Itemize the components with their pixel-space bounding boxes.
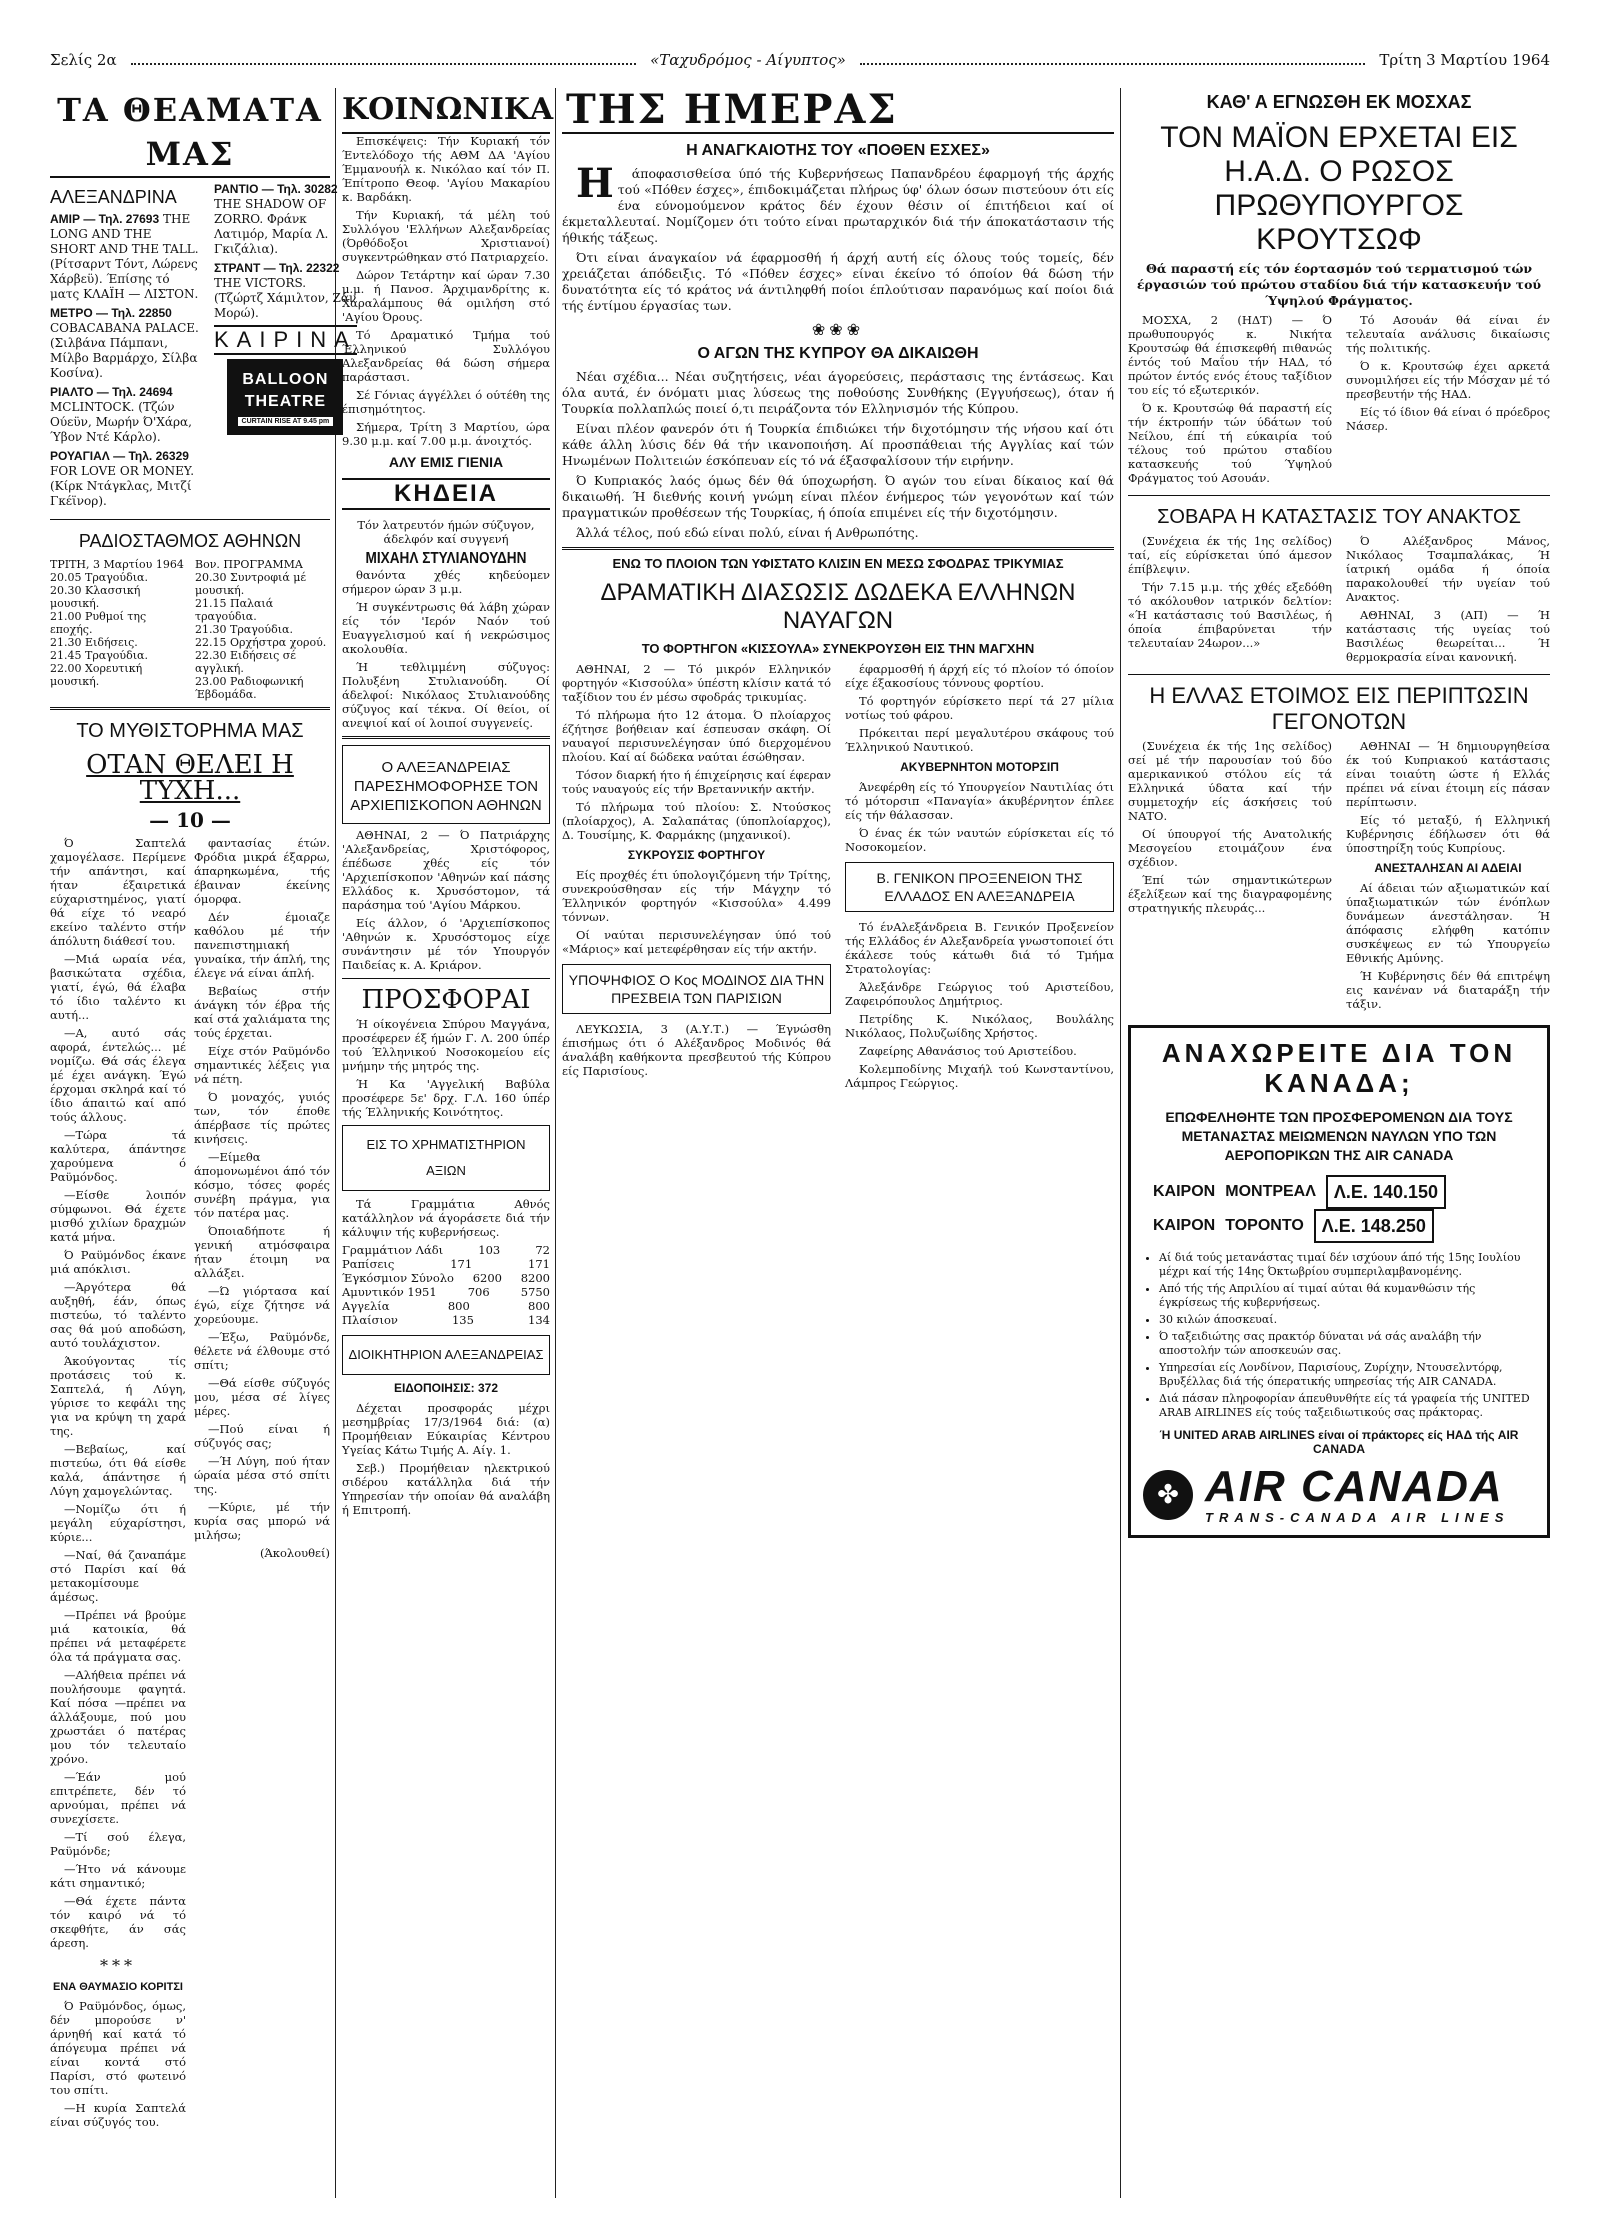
stock-row: Αμυντικόν 1951 706 5750 bbox=[342, 1285, 550, 1299]
ship-paragraph: Είς προχθές έτι ύπολογιζόμενη τήν Τρίτης, συνεκρούσθησαν είς τήν Μάγχην τό Έλληνικόν φορτηγόν «Κισσούλα» 4.499 τόννων. bbox=[562, 868, 831, 924]
maple-leaf-icon: ✤ bbox=[1143, 1470, 1193, 1520]
moscow-kicker: ΚΑΘ' Α ΕΓΝΩΣΘΗ ΕΚ ΜΟΣΧΑΣ bbox=[1206, 92, 1472, 112]
king-paragraph: Ό Αλέξανδρος Μάνος, Νικόλαος Τσαμπαλάκας, Ή ίατρική ομάδα ή όποία παρακολουθεί τήν υγείαν τού Ανακτος. bbox=[1346, 534, 1550, 604]
social-item: Επισκέψεις: Τήν Κυριακή τόν Έντελόδοχο τής ΑΘΜ ΔΑ 'Αγίου Έμμανουήλ κ. Νικόλαο καί τόν Π. Έπίτροπο Θεοφ. 'Αγίου Μακαρίου κ. Βαρδάκη. bbox=[342, 134, 550, 204]
radio-line: 23.00 Ραδιοφωνική Έβδομάδα. bbox=[195, 675, 304, 701]
novel-part-number: — 10 — bbox=[149, 808, 231, 832]
king-story bbox=[1128, 534, 1550, 668]
novel-paragraph: —Μιά ωραία νέα, βασικώτατα σχέδια, γιατί, έγώ, θά έλαβα τό ίδιο ταλέντο κι αυτή... bbox=[50, 952, 186, 1022]
consulate-paragraph: Τό ένΑλεξάνδρεια Β. Γενικόν Προξενείον τής Ελλάδος έν Αλεξανδρεία γνωστοποιεί ότι έκάλεσε τούς κάτωθι διά τό Τμήμα Στρατολογίας: bbox=[845, 920, 1114, 976]
consulate-paragraph: Άλεξάνδρε Γεώργιος τού Αριστείδου, Ζαφειρόπουλος Δημήτριος. bbox=[845, 980, 1114, 1008]
funeral-text: Ή τεθλιμμένη σύζυγος: Πολυξένη Στυλιανούδη. Οί άδελφοί: Νικόλαος Στυλιανούδης σύζυγος καί τέκνα. Οί θείοι, οί ανεψιοί καί οί λοιποί συγγενείς. bbox=[342, 660, 550, 730]
balloon-theatre-ad bbox=[227, 359, 343, 435]
leave-paragraph: Ή Κυβέρνησις δέν θά επιτρέψη εις κανέναν νά διαταράξη τήν τάξιν. bbox=[1346, 969, 1550, 1011]
city-heading: ΑΛΕΞΑΝΔΡΙΝΑ bbox=[50, 187, 177, 207]
issue-date: Τρίτη 3 Μαρτίου 1964 bbox=[1379, 51, 1551, 69]
stock-row: Αγγελία 800 800 bbox=[342, 1299, 550, 1313]
novel-paragraph: —Ώ γιόρτασα καί έγώ, είχε ζήτησε νά χορεύουμε. bbox=[194, 1284, 330, 1326]
ship-story bbox=[562, 662, 1114, 1094]
ad-footer: Ή UNITED ARAB AIRLINES είναι οί πράκτορες είς ΗΑΔ τής AIR CANADA bbox=[1159, 1428, 1519, 1456]
ship-kicker: ΕΝΩ ΤΟ ΠΛΟΙΟΝ ΤΩΝ ΥΦΙΣΤΑΤΟ ΚΛΙΣΙΝ ΕΝ ΜΕΣΩ ΣΦΟΔΡΑΣ ΤΡΙΚΥΜΙΑΣ bbox=[612, 556, 1064, 571]
social-item: Τό Δραματικό Τμήμα τού Έλληνικού Συλλόγου Αλεξανδρείας θά δώση σήμερα παράστασι. bbox=[342, 328, 550, 384]
novel-paragraph: Βεβαίως στήν άνάγκη τόν έβρα τής καί στά χαλιάματα της τούς έρχεται. bbox=[194, 984, 330, 1040]
greece-paragraph: ΑΘΗΝΑΙ — Ή δημιουργηθείσα έκ τού Κυπριακού κατάστασις είναι τοιαύτη ώστε ή Ελλάς πρέπει νά είναι έτοιμη είς πάσαν περίπτωσιν. bbox=[1346, 739, 1550, 809]
moscow-paragraph: Είς τό ίδιον θά είναι ό πρόεδρος Νάσερ. bbox=[1346, 405, 1551, 433]
cinema-listing: ΡΙΑΛΤΟ — Τηλ. 24694 MCLINTOCK. (Τζών Ούεϋν, Μωρήν Ό'Χάρα, Ύβον Ντέ Κάρλο). bbox=[50, 385, 192, 444]
column-divider bbox=[555, 88, 556, 2198]
greece-paragraph: Είς τό μεταξύ, ή Ελληνική Κυβέρνησις έδήλωσεν ότι θά ύποστηρίξη τούς Κυπρίους. bbox=[1346, 813, 1550, 855]
funeral-text: Ή συγκέντρωσις θά λάβη χώραν είς τόν 'Ιερόν Ναόν τού Ευαγγελισμού καί ή νεκρώσιμος ακολουθία. bbox=[342, 600, 550, 656]
novel-paragraph: —Ναί, θά ζαναπάμε στό Παρίσι καί θά μετακομίσουμε άμέσως. bbox=[50, 1548, 186, 1604]
novel-paragraph: Ό μοναχός, γυιός των, τόν έποθε άπέρβασε τίς πρώτες κινήσεις. bbox=[194, 1090, 330, 1146]
greece-paragraph: Έπί τών σημαντικώτερων έξελίξεων καί της διαγραφομένης στρατηγικής πλευράς... bbox=[1128, 873, 1332, 915]
social-item: Σέ Γόνιας άγγέλλει ό ούτέθη της έπισημότητος. bbox=[342, 388, 550, 416]
moscow-story bbox=[1128, 313, 1550, 489]
novel-paragraph: Ό Σαπτελά χαμογέλασε. Περίμενε τήν απάντησι, καί ήταν έξαιρετικά εύχαριστημένος, γιατί θά είχε τό νεαρό εκείνο ταλέντο στήν άπόλυτη διάθεσί του. bbox=[50, 836, 186, 948]
newspaper-page bbox=[50, 40, 1550, 2200]
funeral-intro: Τόν λατρευτόν ήμών σύζυγον, άδελφόν καί συγγενή bbox=[357, 518, 535, 546]
radio-line: 21.00 Ρυθμοί της εποχής. bbox=[50, 610, 147, 636]
dotted-rule bbox=[131, 55, 637, 65]
radio-line: 20.05 Τραγούδια. bbox=[50, 571, 148, 584]
cyprus-paragraph: Άλλά τέλος, πού εδώ είναι πολύ, είναι ή Ανθρωπότης. bbox=[576, 525, 919, 540]
radio-line: 22.00 Χορευτική μουσική. bbox=[50, 662, 143, 688]
ad-condition: • 30 κιλών άποσκευαί. bbox=[1159, 1313, 1535, 1327]
ad-condition: • Αί διά τούς μετανάστας τιμαί δέν ισχύουν άπό τής 15ης Ιουλίου μέχρι καί τής 14ης Όκτωβρίου συμπεριλαμβανομένης. bbox=[1159, 1251, 1535, 1279]
greece-paragraph: Οί ύπουργοί τής Ανατολικής Μεσογείου ετοιμάζουν ένα σχέδιον. bbox=[1128, 827, 1332, 869]
moscow-paragraph: ΜΟΣΧΑ, 2 (ΗΔΤ) — Ό πρωθυπουργός κ. Νικήτα Κρουτσώφ θά έπισκεφθή πιθανώς έντός τού Μαΐου τήν ΗΑΔ, τό πρώτον έντός ενός έτους ταξίδιον του είς τό εξωτερικόν. bbox=[1128, 313, 1332, 397]
route-row bbox=[1153, 1209, 1535, 1243]
running-header bbox=[50, 40, 1550, 80]
novel-paragraph: —Κύριε, μέ τήν κυρία σας μπορώ νά μιλήσω; bbox=[194, 1500, 330, 1542]
stock-headline: ΕΙΣ ΤΟ ΧΡΗΜΑΤΙΣΤΗΡΙΟΝ ΑΞΙΩΝ bbox=[366, 1137, 526, 1178]
editorial-paragraph: Ηάποφασισθείσα ύπό τής Κυβερνήσεως Παπανδρέου έφαρμογή τής άρχής τού «Πόθεν έσχες», έπιδοκιμάζεται πλήρως ύφ' όλων όσων πιστεύουν ότι είς ένα εύνομούμενον κράτος δέν έχουν θέσιν οί έπιτήδειοι καί οί έκμεταλλευταί. Νομίζομεν ότι τούτο είναι πρωταρχικόν διά τήν άποκατάστασιν τής ήθικής τάξεως. bbox=[562, 160, 1114, 245]
route-origin: ΚΑΙΡΟΝ bbox=[1153, 1217, 1216, 1234]
patriarch-headline: Ο ΑΛΕΞΑΝΔΡΕΙΑΣ ΠΑΡΕΣΗΜΟΦΟΡΗΣΕ ΤΟΝ ΑΡΧΙΕΠΙΣΚΟΠΟΝ ΑΘΗΝΩΝ bbox=[350, 759, 542, 814]
radio-line: 22.15 Ορχήστρα χορού. bbox=[195, 636, 327, 649]
novel-paragraph: Είχε στόν Ραϋμόνδο σημαντικές λέξεις για νά πέτη. bbox=[194, 1044, 330, 1086]
social-item: Σήμερα, Τρίτη 3 Μαρτίου, ώρα 9.30 μ.μ. καί 7.00 μ.μ. άνοιχτός. bbox=[342, 420, 550, 448]
modinos-paragraph: ΛΕΥΚΩΣΙΑ, 3 (Α.Υ.Τ.) — Έγνώσθη έπισήμως ότι ό Αλέξανδρος Μοδινός θά άναλάβη καθήκοντα πρεσβευτού τής Κύπρου είς Παρισίους. bbox=[562, 1022, 831, 1078]
cinema-listing: ΣΤΡΑΝΤ — Τηλ. 22322 THE VICTORS. (Τζώρτζ Χάμιλτον, Ζάν Μορώ). bbox=[214, 261, 357, 320]
radio-line: 21.15 Παλαιά τραγούδια. bbox=[195, 597, 274, 623]
novel-title: ΟΤΑΝ ΘΕΛΕΙ Η ΤΥΧΗ... bbox=[86, 750, 294, 806]
route-row bbox=[1153, 1175, 1535, 1209]
section-stars: ❀❀❀ bbox=[811, 320, 865, 339]
column-social bbox=[342, 88, 554, 2198]
novel-paragraph: —Πρέπει νά βρούμε μιά κατοικία, θά πρέπει νά μεταφέρετε όλα τά πράγματα σας. bbox=[50, 1608, 186, 1664]
court-headline: ΔΙΟΙΚΗΤΗΡΙΟΝ ΑΛΕΞΑΝΔΡΕΙΑΣ bbox=[348, 1347, 544, 1362]
king-paragraph: Τήν 7.15 μ.μ. τής χθές εξεδόθη τό ακόλουθον ιατρικόν δελτίον: «Ή κατάστασις τού Βασιλέως, ή όποία έπιβαρύνεται τήν τελευταίαν 24ωρον...» bbox=[1128, 580, 1332, 650]
route-price: Λ.Ε. 140.150 bbox=[1326, 1175, 1446, 1209]
leave-subhead: ΑΝΕΣΤΑΛΗΣΑΝ ΑΙ ΑΔΕΙΑΙ bbox=[1374, 861, 1522, 875]
stock-table bbox=[342, 1243, 550, 1327]
consulate-paragraph: Ζαφείρης Αθανάσιος τού Αριστείδου. bbox=[859, 1044, 1077, 1058]
novel-paragraph: —Τώρα τά καλύτερα, άπάντησε χαρούμενα ό Ραϋμόνδος. bbox=[50, 1128, 186, 1184]
funeral-heading: ΚΗΔΕΙΑ bbox=[342, 478, 550, 510]
modinos-headline-box bbox=[562, 964, 831, 1014]
ship-subheadline: ΤΟ ΦΟΡΤΗΓΟΝ «ΚΙΣΣΟΥΛΑ» ΣΥΝΕΚΡΟΥΣΘΗ ΕΙΣ ΤΗΝ ΜΑΓΧΗΝ bbox=[641, 641, 1035, 656]
novel-paragraph: Ό Ραϋμόνδος έκανε μιά απόκλισι. bbox=[50, 1248, 186, 1276]
radio-line: 21.45 Τραγούδια. bbox=[50, 649, 148, 662]
patriarch-headline-box bbox=[342, 745, 550, 824]
novel-paragraph: —Ή Λύγη, πού ήταν ώραία μέσα στό σπίτι της. bbox=[194, 1454, 330, 1496]
novel-paragraph: —Αλήθεια πρέπει νά πουλήσουμε φαγητά. Καί πόσα —πρέπει να άλλάξουμε, πού μου χρωστάει ό πατέρας μου τόν τελευταίο χρόνο. bbox=[50, 1668, 186, 1766]
ship-paragraph: έφαρμοσθή ή άρχή είς τό πλοίον τό όποίον είχε έξακοσίους τόννους φορτίου. bbox=[845, 662, 1114, 690]
school-notice: ΑΛΥ ΕΜΙΣ ΓΙΕΝΙΑ bbox=[388, 454, 504, 470]
route-destination: ΤΟΡΟΝΤΟ bbox=[1225, 1217, 1304, 1234]
king-headline: ΣΟΒΑΡΑ Η ΚΑΤΑΣΤΑΣΙΣ ΤΟΥ ΑΝΑΚΤΟΣ bbox=[1157, 506, 1521, 528]
novel-paragraph: —Έξω, Ραϋμόνδε, θέλετε νά έλθουμε στό σπίτι; bbox=[194, 1330, 330, 1372]
social-item: Τήν Κυριακή, τά μέλη τού Συλλόγου 'Ελλήνων Αλεξανδρείας (Όρθόδοξοι Χριστιανοί) συγκεντρώθηκαν στό Πατριαρχείο. bbox=[342, 208, 550, 264]
ad-condition: • Από τής τής Απριλίου αί τιμαί αύται θά κυμανθώσιν τής έγκρίσεως τής κυβερνήσεως. bbox=[1159, 1282, 1535, 1310]
novel-paragraph: —Η κυρία Σαπτελά είναι σύζυγός του. bbox=[50, 2101, 186, 2129]
column-entertainment bbox=[50, 88, 357, 2198]
cinema-listing: ΡΑΝΤΙΟ — Τηλ. 30282 THE SHADOW OF ZORRO. Φράνκ Λατιμόρ, Μαρία Λ. Γκιζάλια). bbox=[214, 182, 338, 256]
moscow-paragraph: Ό κ. Κρουτσώφ θά παραστή είς τήν έκτροπήν τών ύδάτων τού Νείλου, έπί τή εύκαιρία τού τέλους τού πρώτου σταδίου κατασκευής τού Ύψηλού Φράγματος τού Ασουάν. bbox=[1128, 401, 1332, 485]
paper-name: «Ταχυδρόμος - Αίγυπτος» bbox=[650, 51, 846, 69]
consulate-headline: Β. ΓΕΝΙΚΟΝ ΠΡΟΞΕΝΕΙΟΝ ΤΗΣ ΕΛΛΑΔΟΣ ΕΝ ΑΛΕΞΑΝΔΡΕΙΑ bbox=[876, 870, 1083, 904]
novel-paragraph: Ό Ραϋμόνδος, όμως, δέν μπορούσε ν' άρνηθή καί κατά τό άπόγευμα πρέπει νά είναι κοντά στό Παρίσι, στό φωτεινό του σπίτι. bbox=[50, 1999, 186, 2097]
cinema-listing: ΡΟΥΑΓΙΑΛ — Τηλ. 26329 FOR LOVE OR MONEY. (Κίρκ Ντάγκλας, Μιτζί Γκέϊνορ). bbox=[50, 449, 195, 508]
stock-headline-box bbox=[342, 1125, 550, 1191]
section-title-theaters: ΤΑ ΘΕΑΜΑΤΑ ΜΑΣ bbox=[50, 88, 330, 178]
air-canada-ad bbox=[1128, 1025, 1550, 1538]
radio-line: ΤΡΙΤΗ, 3 Μαρτίου 1964 bbox=[50, 558, 184, 571]
social-item: Δώρον Τετάρτην καί ώραν 7.30 μ.μ. ή Πανοσ. Άρχιμανδρίτης κ. Χαραλάμπους θά ομιλήση στό 'Αγίου Όρους. bbox=[342, 268, 550, 324]
ad-offer: ΕΠΩΦΕΛΗΘΗΤΕ ΤΩΝ ΠΡΟΣΦΕΡΟΜΕΝΩΝ ΔΙΑ ΤΟΥΣ ΜΕΤΑΝΑΣΤΑΣ ΜΕΙΩΜΕΝΩΝ ΝΑΥΛΩΝ ΥΠΟ ΤΩΝ ΑΕΡΟΠΟΡΙΚΩΝ ΤΗΣ AIR CANADA bbox=[1165, 1109, 1513, 1163]
ship-paragraph: Οί ναύται περισυνελέγησαν ύπό τού «Μάριος» καί μετεφέρθησαν είς τήν ακτήν. bbox=[562, 928, 831, 956]
motorship-subhead: ΑΚΥΒΕΡΝΗΤΟΝ ΜΟΤΟΡΣΙΠ bbox=[900, 760, 1059, 774]
stock-row: Ραπίσεις 171 171 bbox=[342, 1257, 550, 1271]
funeral-text: θανόντα χθές κηδεύομεν σήμερον ώραν 3 μ.μ. bbox=[342, 568, 550, 596]
radio-line: 21.30 Τραγούδια. bbox=[195, 623, 293, 636]
stock-row: Πλαίσιον 135 134 bbox=[342, 1313, 550, 1327]
deceased-name: ΜΙΧΑΗΛ ΣΤΥΛΙΑΝΟΥΔΗΝ bbox=[365, 550, 527, 567]
brand-tagline: TRANS-CANADA AIR LINES bbox=[1205, 1510, 1510, 1525]
novel-body bbox=[50, 836, 330, 2133]
moscow-deck: Θά παραστή είς τόν έορτασμόν τού τερματισμού τών έργασιών τού πρώτου σταδίου διά τήν κατασκευήν τού Ύψηλού Φράγματος. bbox=[1136, 261, 1542, 308]
radio-line: Βον. ΠΡΟΓΡΑΜΜΑ bbox=[195, 558, 303, 571]
kairina-heading: ΚΑΙΡΙΝΑ bbox=[214, 325, 357, 355]
patriarch-text: Είς άλλον, ό 'Αρχιεπίσκοπος 'Αθηνών κ. Χρυσόστομος είχε συνάντησιν μέ τόν Υπουργόν Παιδείας κ. Α. Κριάρον. bbox=[342, 916, 550, 972]
cyprus-paragraph: Είναι πλέον φανερόν ότι ή Τουρκία έπιδιώκει τήν διχοτόμησιν τής νήσου καί ότι κάθε άλλη λύσις δέν θά τήν ικανοποιήση. Αί προσπάθειαι τής Αγγλίας καί τών Ηνωμένων Πολιτειών έσκόπευαν είς τό νά έξασφαλίσουν τήν ειρήνην. bbox=[562, 421, 1114, 468]
offerings-heading: ΠΡΟΣΦΟΡΑΙ bbox=[361, 985, 531, 1015]
cinema-listing: ΜΕΤΡΟ — Τηλ. 22850 COBACABANA PALACE. (Σιλβάνα Πάμπανι, Μίλβο Βαρμάρχο, Σίλβα Κοσίνα). bbox=[50, 306, 199, 380]
novel-paragraph: —Θά έχετε πάντα τόν καιρό νά τό σκεφθήτε, άν σάς άρεση. bbox=[50, 1894, 186, 1950]
moscow-paragraph: Τό Ασουάν θά είναι έν τελευταία ανάλυσις δικαίωσις τής πολιτικής. bbox=[1346, 313, 1550, 355]
novel-paragraph: —Βεβαίως, καί πιστεύω, ότι θά είσθε καλά, άπάντησε ή Λύγη χαμογελώντας. bbox=[50, 1442, 186, 1498]
greece-paragraph: (Συνέχεια έκ τής 1ης σελίδος) σεί μέ τήν παρουσίαν τού δύο αμερικανικού στόλου είς τά Ελληνικά ύδατα καί τήν συμμετοχήν είς άσκήσεις τού ΝΑΤΟ. bbox=[1128, 739, 1332, 823]
motorship-paragraph: Άνεφέρθη είς τό Υπουργείον Ναυτιλίας ότι τό μότορσιπ «Παναγία» άκυβέρνητον έπλεε είς τήν θάλασσαν. bbox=[845, 780, 1114, 822]
cyprus-headline: Ο ΑΓΩΝ ΤΗΣ ΚΥΠΡΟΥ ΘΑ ΔΙΚΑΙΩΘΗ bbox=[697, 345, 979, 362]
ad-headline: ΑΝΑΧΩΡΕΙΤΕ ΔΙΑ ΤΟΝ ΚΑΝΑΔΑ; bbox=[1161, 1038, 1517, 1098]
ship-paragraph: Τόσον διαρκή ήτο ή έπιχείρησις καί έφεραν τούς ναυαγούς είς τήν Βρεταννικήν ακτήν. bbox=[562, 768, 831, 796]
ship-collision-subhead: ΣΥΚΡΟΥΣΙΣ ΦΟΡΤΗΓΟΥ bbox=[627, 848, 766, 862]
ship-paragraph: Τό πλήρωμα ήτο 12 άτομα. Ό πλοίαρχος έζήτησε βοήθειαν καί έσπευσαν σκάφη. Οί ναυαγοί περισυνελέγησαν ύπό διερχομένου πλοίου. Καί αί δώδεκα ναύται έσώθησαν. bbox=[562, 708, 831, 764]
novel-paragraph: —Ήτο νά κάνουμε κάτι σημαντικό; bbox=[50, 1862, 186, 1890]
ad-condition: • Ό ταξειδιώτης σας πρακτόρ δύναται νά σάς αναλάβη τήν αποστολήν τών αποσκευών σας. bbox=[1159, 1330, 1535, 1358]
court-notice-number: ΕΙΔΟΠΟΙΗΣΙΣ: 372 bbox=[393, 1381, 499, 1395]
motorship-paragraph: Ό ένας έκ τών ναυτών εύρίσκεται είς τό Νοσοκομείον. bbox=[845, 826, 1114, 854]
offering-item: Ή οίκογένεια Σπύρου Μαγγάνα, προσέφερεν έξ ήμών Γ. Λ. 200 ύπέρ τού Έλληνικού Νοσοκομείου είς μνήμην τής μητρός της. bbox=[342, 1017, 550, 1073]
novel-paragraph: —Είμεθα άπομονωμένοι άπό τόν κόσμο, τόσες φορές συνέβη πράγμα, για τόν πατέρα μας. bbox=[194, 1150, 330, 1220]
moscow-paragraph: Ό κ. Κρουτσώφ έχει αρκετά συνομιλήσει είς τήν Μόσχαν μέ τό πρεσβευτήν τής ΗΑΔ. bbox=[1346, 359, 1550, 401]
ship-paragraph: ΑΘΗΝΑΙ, 2 — Τό μικρόν Ελληνικόν φορτηγόν «Κισσούλα» ύπέστη κλίσιν κατά τό ταξίδιον του έν μέσω σφοδράς τρικυμίας. bbox=[562, 662, 831, 704]
radio-line: 21.30 Ειδήσεις. bbox=[50, 636, 138, 649]
route-origin: ΚΑΙΡΟΝ bbox=[1153, 1183, 1216, 1200]
novel-paragraph: —Α, αυτό σάς αφορά, έντελώς... μέ νομίζω. Θά σάς έλεγα μέ έχει ανάγκη. Έγώ έρχομαι σκληρά καί τό ίδιο άπαιτώ καί από τούς άλλους. bbox=[50, 1026, 186, 1124]
ad-conditions bbox=[1143, 1251, 1535, 1420]
ship-paragraph: Πρόκειται περί μεγαλυτέρου σκάφους τού Έλληνικού Ναυτικού. bbox=[845, 726, 1114, 754]
ship-paragraph: Τό πλήρωμα τού πλοίου: Σ. Ντούσκος (πλοίαρχος), Α. Σαλαπάτας (ύποπλοίαρχος), Δ. Τουσίμης, Κ. Φαρμάκης (μηχανικοί). bbox=[562, 800, 831, 842]
column-divider bbox=[1120, 88, 1121, 2198]
king-paragraph: (Συνέχεια έκ τής 1ης σελίδος) ταί, είς εύρίσκεται ύπό άμεσον έπίβλεψιν. bbox=[1128, 534, 1332, 576]
column-world-news bbox=[1128, 88, 1550, 2198]
court-text: Δέχεται προσφοράς μέχρι μεσημβρίας 17/3/1964 διά: (α) Προμήθειαν Εύκαιρίας Κέντρου Υγείας Κάτω Τιμής Α. Αίγ. 1. bbox=[342, 1401, 550, 1457]
greece-headline: Η ΕΛΛΑΣ ΕΤΟΙΜΟΣ ΕΙΣ ΠΕΡΙΠΤΩΣΙΝ ΓΕΓΟΝΟΤΩΝ bbox=[1149, 683, 1529, 734]
modinos-headline: ΥΠΟΨΗΦΙΟΣ Ο Κος ΜΟΔΙΝΟΣ ΔΙΑ ΤΗΝ ΠΡΕΣΒΕΙΑ ΤΩΝ ΠΑΡΙΣΙΩΝ bbox=[568, 972, 825, 1006]
stock-row: Γραμμάτιον Λάδι 103 72 bbox=[342, 1243, 550, 1257]
cyprus-paragraph: Ό Κυπριακός λαός όμως δέν θά ύποχωρήση. Ό αγών του είναι δίκαιος καί θά δικαιωθή. Ή διεθνής κοινή γνώμη είναι πλέον ένήμερος τών γεγονότων καί τών πραγματικών προθέσεων τής Τουρκίας, ή όποία επιμένει είς τήν διχοτόμησιν. bbox=[562, 473, 1114, 520]
stock-row: Έγκόσμιον Σύνολο 6200 8200 bbox=[342, 1271, 550, 1285]
offering-item: Ή Κα 'Αγγελική Βαβύλα προσέφερε 5ε' δρχ. Γ.Λ. 160 ύπέρ τής Έλληνικής Κοινότητος. bbox=[342, 1077, 550, 1119]
novel-paragraph: —Άργότερα θά αυξηθή, έάν, όπως πιστεύω, τό ταλέντο σας θά μού αποδώση, αυτό τουλάχιστον. bbox=[50, 1280, 186, 1350]
greece-story bbox=[1128, 739, 1550, 1015]
stock-intro: Τά Γραμμάτια Αθνός κατάλληλον νά άγοράσετε διά τήν κάλυψιν τής κυβερνήσεως. bbox=[342, 1197, 550, 1239]
cinema-listing: ΑΜΙΡ — Τηλ. 27693 THE LONG AND THE SHORT AND THE TALL. (Ρίτσαρντ Τόντ, Λώρενς Χάρβεϋ). Έπίσης τό ματς ΚΛΑΪΗ — ΛΙΣΤΟΝ. bbox=[50, 212, 199, 301]
ship-headline: ΔΡΑΜΑΤΙΚΗ ΔΙΑΣΩΣΙΣ ΔΩΔΕΚΑ ΕΛΛΗΝΩΝ ΝΑΥΑΓΩΝ bbox=[600, 579, 1076, 634]
novel-section-title: ΤΟ ΜΥΘΙΣΤΟΡΗΜΑ ΜΑΣ bbox=[76, 720, 304, 742]
king-paragraph: ΑΘΗΝΑΙ, 3 (ΑΠ) — Ή κατάστασις τής υγείας τού Βασιλέως θεωρείται... Ή θερμοκρασία είναι κανονική. bbox=[1346, 608, 1550, 664]
novel-paragraph: —Νομίζω ότι ή μεγάλη εύχαρίστησι, κύριε... bbox=[50, 1502, 186, 1544]
ad-condition: • Διά πάσαν πληροφορίαν άπευθυνθήτε είς τά γραφεία τής UNITED ARAB AIRLINES είς τούς ταξειδιωτικούς σας πράκτορας. bbox=[1159, 1392, 1535, 1420]
column-day-news bbox=[562, 88, 1114, 2198]
section-stars: *** bbox=[100, 1956, 136, 1975]
novel-paragraph: —Θά είσθε σύζυγός μου, μέσα σέ λίγες μέρες. bbox=[194, 1376, 330, 1418]
leave-paragraph: Αί άδειαι τών αξιωματικών καί ύπαξιωματικών τών ένόπλων δυνάμεων άνεστάλησαν. Ή άπόφασις ελήφθη κατόπιν συσκέψεως εν τώ Υπουργείω Εθνικής Αμύνης. bbox=[1346, 881, 1550, 965]
editorial-headline: Η ΑΝΑΓΚΑΙΟΤΗΣ ΤΟΥ «ΠΟΘΕΝ ΕΣΧΕΣ» bbox=[686, 142, 990, 159]
section-title-day: ΤΗΣ ΗΜΕΡΑΣ bbox=[562, 88, 1114, 134]
novel-paragraph: —Είσθε λοιπόν σύμφωνοι. Θά έχετε μισθό χιλίων δραχμών κατά μήνα. bbox=[50, 1188, 186, 1244]
cyprus-paragraph: Νέαι σχέδια... Νέαι συζητήσεις, νέαι άγορεύσεις, περάστασις της έντάσεως. Και όλα αυτά, έν όνόματι μιας λύσεως της ποθούσης Συνθήκης (Εγγυήσεως), όταν ή Τουρκία πολλαπλώς ποιεί ό,τι πειράζοντα τόν Ελληνισμόν τής Κύπρου. bbox=[562, 369, 1114, 416]
court-headline-box bbox=[342, 1335, 550, 1375]
dotted-rule bbox=[860, 55, 1366, 65]
novel-paragraph: —Έάν μού επιτρέπετε, δέν τό αρνούμαι, πρέπει νά συνεχίσετε. bbox=[50, 1770, 186, 1826]
novel-paragraph: Δέν έμοιαζε καθόλου μέ τήν πανεπιστημιακή γυναίκα, τήν άπλή, της έλεγε νά είναι άπλή. bbox=[194, 910, 330, 980]
novel-paragraph: —Τί σού έλεγα, Ραϋμόνδε; bbox=[50, 1830, 186, 1858]
radio-schedule bbox=[50, 558, 330, 701]
balloon-subtitle: CURTAIN RISE AT 9.45 pm bbox=[238, 417, 334, 426]
court-text: Σεβ.) Προμήθειαν ηλεκτρικού σιδέρου κατάλληλα διά τήν Υπηρεσίαν τήν οποίαν θά αναλάβη ή Επιτροπή. bbox=[342, 1461, 550, 1517]
ship-paragraph: Τό φορτηγόν εύρίσκετο περί τά 27 μίλια νοτίως τού φάρου. bbox=[845, 694, 1114, 722]
patriarch-text: ΑΘΗΝΑΙ, 2 — Ό Πατριάρχης 'Αλεξανδρείας, Χριστόφορος, έπέδωσε χθές είς τόν 'Αρχιεπίσκοπον 'Αθηνών καί πάσης Ελλάδος κ. Χρυσόστομον, τά παράσημα τού 'Αγίου Μάρκου. bbox=[342, 828, 550, 912]
brand-wordmark: AIR CANADA bbox=[1205, 1462, 1504, 1511]
novel-paragraph: φαντασίας έτών. Φρόδια μικρά έξαρρω, άπαρηκωμένα, τής έβαιναν έκείνης όμορφα. bbox=[194, 836, 330, 906]
consulate-headline-box bbox=[845, 862, 1114, 912]
route-price: Λ.Ε. 148.250 bbox=[1314, 1209, 1434, 1243]
radio-line: 22.30 Ειδήσεις σέ αγγλική. bbox=[195, 649, 296, 675]
consulate-paragraph: Κολεμποδίνης Μιχαήλ τού Κωνσταντίνου, Λάμπρος Γεώργιος. bbox=[845, 1062, 1114, 1090]
cinema-list-left bbox=[50, 212, 200, 509]
radio-line: 20.30 Συντροφιά μέ μουσική. bbox=[195, 571, 307, 597]
continued-note: (Άκολουθεί) bbox=[260, 1546, 330, 1560]
route-destination: ΜΟΝΤΡΕΑΛ bbox=[1225, 1183, 1316, 1200]
page-number: Σελίς 2α bbox=[50, 51, 117, 69]
radio-line: 20.30 Κλασσική μουσική. bbox=[50, 584, 141, 610]
novel-paragraph: Άκούγοντας τίς προτάσεις τού κ. Σαπτελά, ή Λύγη, γύρισε το κεφάλι της για να κρύψη τη χαρά της. bbox=[50, 1354, 186, 1438]
moscow-headline: ΤΟΝ ΜΑΪΟΝ ΕΡΧΕΤΑΙ ΕΙΣ Η.Α.Δ. Ο ΡΩΣΟΣ ΠΡΩΘΥΠΟΥΡΓΟΣ ΚΡΟΥΤΣΩΦ bbox=[1160, 121, 1518, 256]
ad-condition: • Υπηρεσίαι είς Λονδίνον, Παρισίους, Ζυρίχην, Ντουσελντόρφ, Βρυξέλλας διά τής όπερατικής υπηρεσίας τής AIR CANADA. bbox=[1159, 1361, 1535, 1389]
consulate-paragraph: Πετρίδης Κ. Νικόλαος, Βουλάλης Νικόλαος, Πολυζωίδης Χρήστος. bbox=[845, 1012, 1114, 1040]
balloon-title: BALLOON THEATRE bbox=[242, 370, 329, 410]
novel-paragraph: Όποιαδήποτε ή γενική ατμόσφαιρα ήταν έτοιμη να αλλάξει. bbox=[194, 1224, 330, 1280]
novel-subheading: ΕΝΑ ΘΑΥΜΑΣΙΟ ΚΟΡΙΤΣΙ bbox=[53, 1981, 183, 1993]
novel-paragraph: —Πού είναι ή σύζυγός σας; bbox=[194, 1422, 330, 1450]
section-title-social: ΚΟΙΝΩΝΙΚΑ bbox=[342, 88, 550, 134]
air-canada-logo bbox=[1143, 1464, 1535, 1525]
radio-heading: ΡΑΔΙΟΣΤΑΘΜΟΣ ΑΘΗΝΩΝ bbox=[78, 531, 302, 551]
editorial-paragraph: Ότι είναι άναγκαίον νά έφαρμοσθή ή άρχή αυτή είς όλους τούς τομείς, δέν χρειάζεται άπόδειξις. Τό «Πόθεν έσχες» είναι έκείνο τό όποίον θά δώση τήν δυνατότητα είς τό κράτος νά άντιληφθή ποίοι έπλούτισαν παρανόμως καί ποίοι διά τής έντίμου έργασίας των. bbox=[562, 250, 1114, 313]
